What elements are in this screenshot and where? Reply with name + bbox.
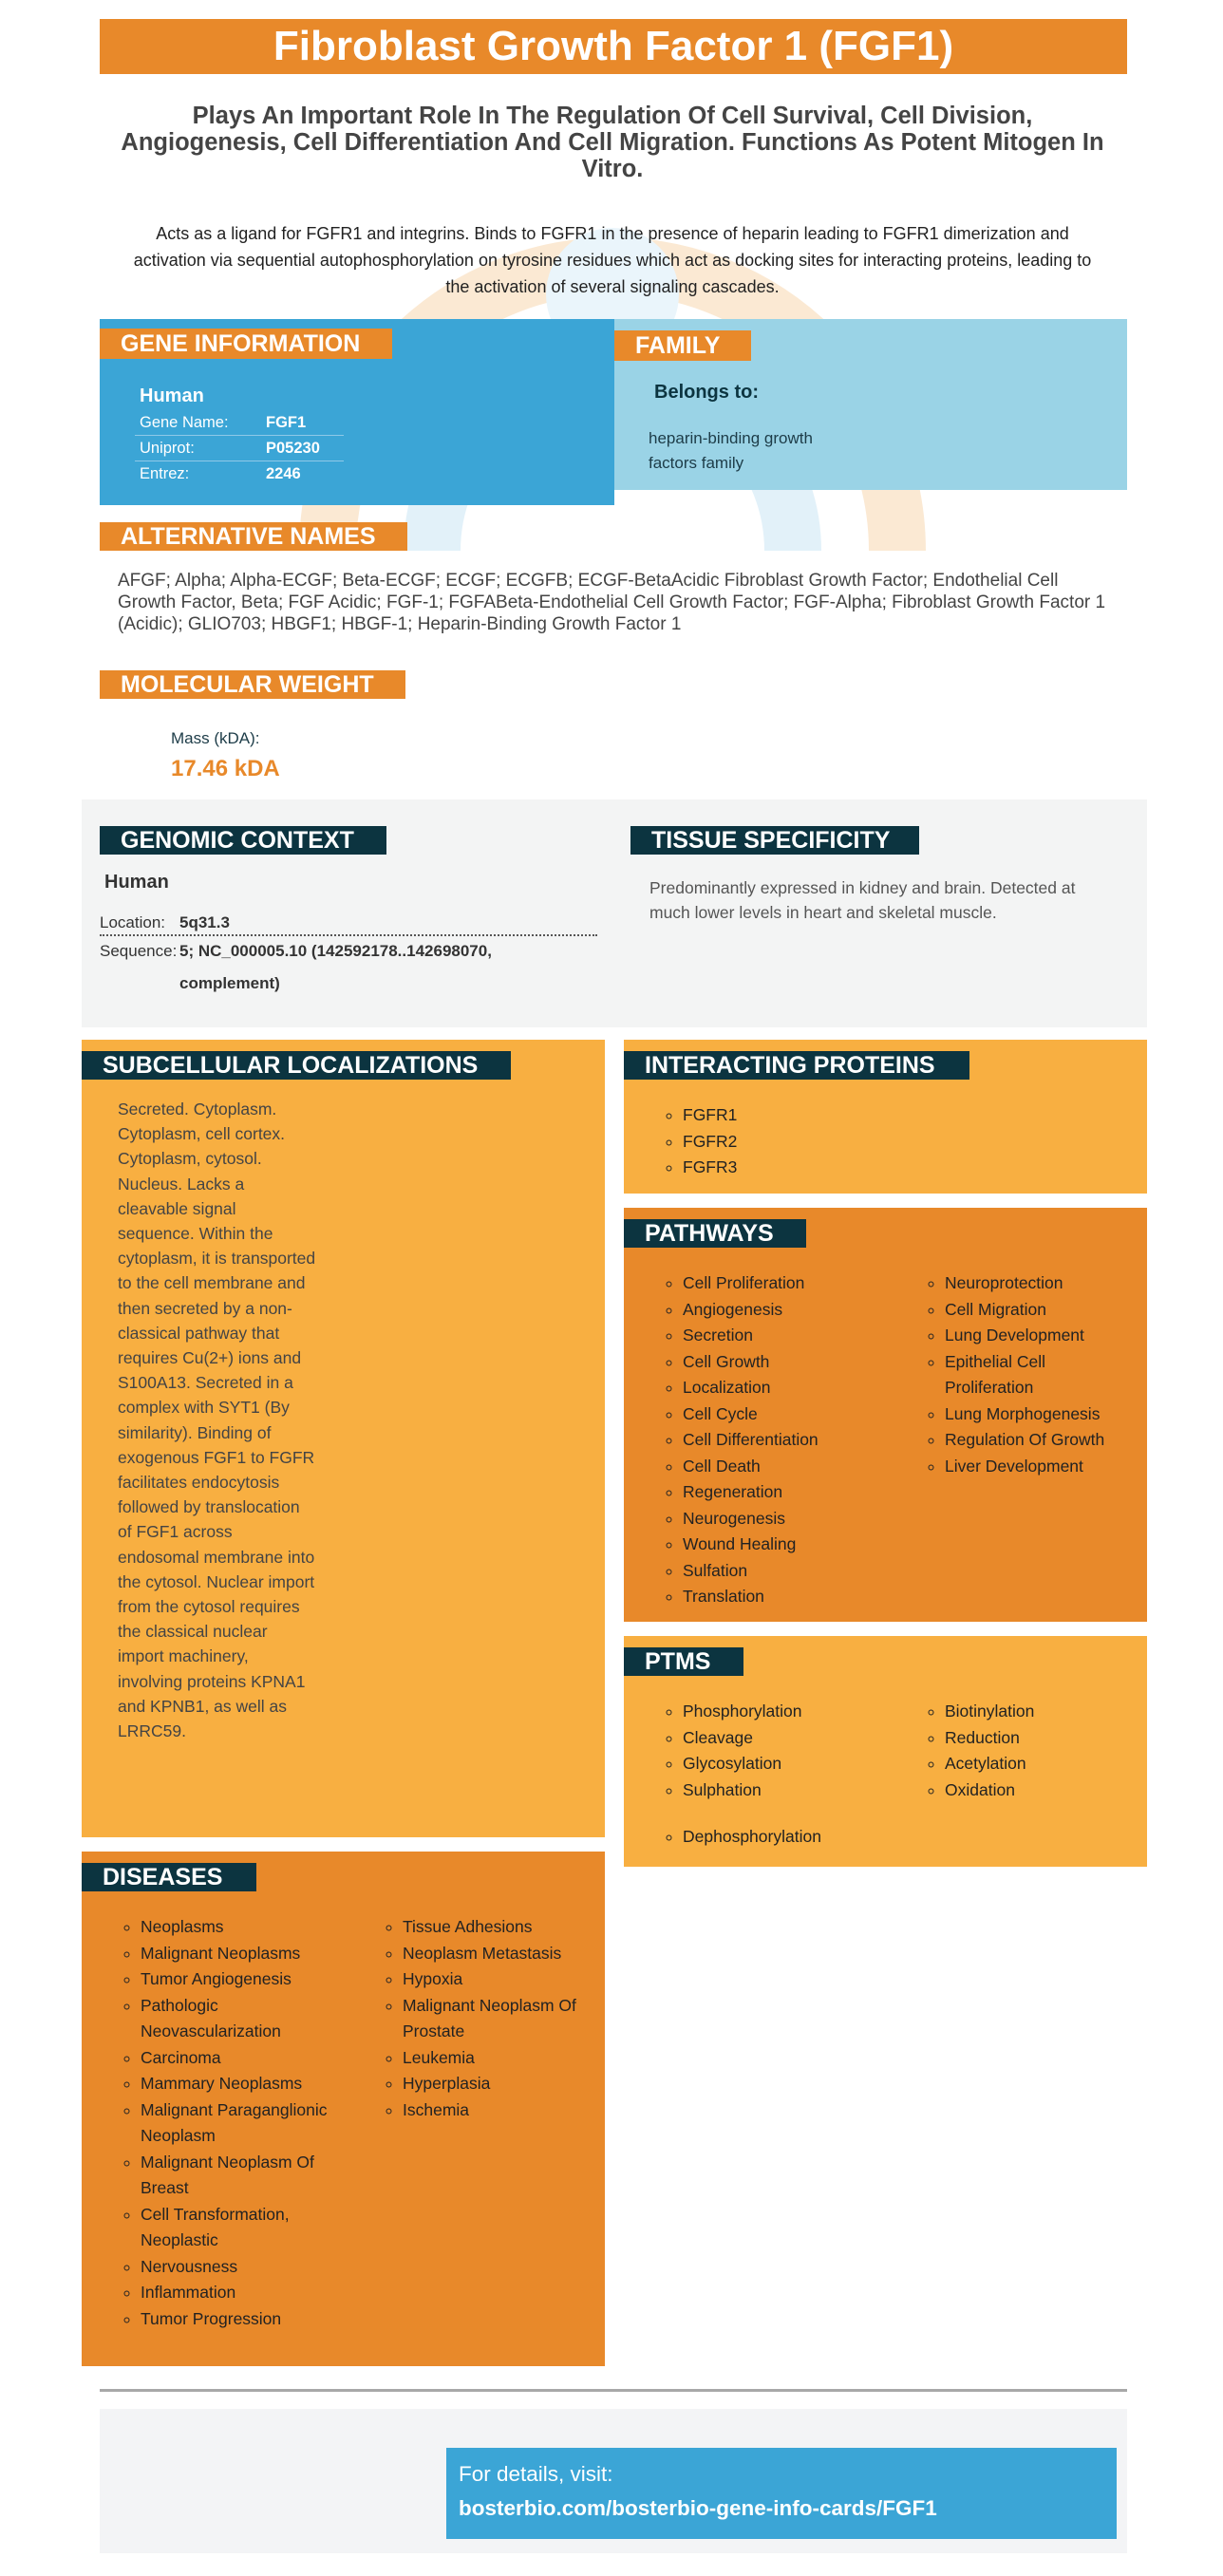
genomic-context-panel (82, 799, 1147, 1027)
diseases-list-col1 (141, 1914, 340, 2332)
subcellular-localizations-heading: SUBCELLULAR LOCALIZATIONS (82, 1051, 511, 1080)
entrez-row (135, 461, 344, 487)
list-item: ◦ Nervousness (141, 2254, 340, 2281)
list-item: ◦ Malignant Neoplasm Of Prostate (403, 1993, 593, 2045)
list-item: ◦ Hyperplasia (403, 2071, 593, 2097)
list-item: ◦ Carcinoma (141, 2045, 340, 2072)
list-item: ◦ Cell Death (683, 1454, 901, 1480)
diseases-panel (82, 1852, 605, 2366)
uniprot-label: Uniprot: (140, 440, 195, 457)
alternative-names-heading: ALTERNATIVE NAMES (100, 522, 407, 551)
list-item: ◦ Mammary Neoplasms (141, 2071, 340, 2097)
family-value-line1: heparin-binding growth (649, 429, 813, 447)
family-belongs-label: Belongs to: (654, 382, 759, 403)
ptms-panel (624, 1636, 1147, 1867)
list-item: ◦ Epithelial Cell Proliferation (945, 1349, 1135, 1401)
tissue-specificity-heading: TISSUE SPECIFICITY (630, 826, 919, 855)
gene-organism: Human (140, 385, 204, 406)
interacting-proteins-panel (624, 1040, 1147, 1194)
list-item: ◦ Cell Transformation, Neoplastic (141, 2202, 340, 2254)
list-item: ◦ Reduction (945, 1725, 1135, 1752)
ptms-heading: PTMS (624, 1647, 743, 1676)
list-item: ◦ Wound Healing (683, 1532, 901, 1558)
ptms-list-col1 (683, 1699, 901, 1803)
list-item: ◦ Regulation Of Growth (945, 1427, 1135, 1454)
genomic-location-row (100, 910, 597, 936)
list-item: ◦ Cell Differentiation (683, 1427, 901, 1454)
list-item: ◦ Neuroprotection (945, 1270, 1135, 1297)
list-item: ◦ Translation (683, 1584, 901, 1610)
location-label: Location: (100, 913, 165, 931)
alternative-names-text: AFGF; Alpha; Alpha-ECGF; Beta-ECGF; ECGF; ECGFB; ECGF-BetaAcidic Fibroblast Growth Factor; Endothelial Cell Growth Factor, Beta; FGF Acidic; FGF-1; FGFABeta-Endothelial Cell Growth Factor; FGF-Alpha; Fibroblast Growth Factor 1 (Acidic); GLIO703; HBGF1; HBGF-1; Heparin-Binding Growth Factor 1 (118, 571, 1106, 634)
list-item: ◦ Pathologic Neovascularization (141, 1993, 340, 2045)
ptms-list-extra (683, 1824, 901, 1851)
genomic-organism: Human (104, 872, 169, 893)
list-item: ◦ Malignant Neoplasms (141, 1941, 340, 1967)
list-item: ◦ Cell Cycle (683, 1401, 901, 1428)
pathways-heading: PATHWAYS (624, 1219, 806, 1248)
sequence-label: Sequence: (100, 942, 178, 960)
list-item: ◦ Neoplasm Metastasis (403, 1941, 593, 1967)
sequence-value-line2: complement) (179, 974, 280, 992)
subcellular-localizations-text: Secreted. Cytoplasm. Cytoplasm, cell cortex. Cytoplasm, cytosol. Nucleus. Lacks a cleavable signal sequence. Within the cytoplasm, it is transported to the cell membrane and then secreted by a non-classical pathway that requires Cu(2+) ions and S100A13. Secreted in a complex with SYT1 (By similarity). Binding of exogenous FGF1 to FGFR facilitates endocytosis followed by translocation of FGF1 across endosomal membrane into the cytosol. Nuclear import from the cytosol requires the classical nuclear import machinery, involving proteins KPNA1 and KPNB1, as well as LRRC59. (118, 1100, 316, 1741)
list-item: ◦ Ischemia (403, 2097, 593, 2124)
gene-summary: Acts as a ligand for FGFR1 and integrins. Binds to FGFR1 in the presence of heparin leading to FGFR1 dimerization and activation via sequential autophosphorylation on tyrosine residues which act as docking sites for interacting proteins, leading to the activation of several signaling cascades. (133, 224, 1092, 296)
mass-value: 17.46 kDA (171, 756, 280, 781)
list-item: ◦ Lung Morphogenesis (945, 1401, 1135, 1428)
pathways-panel (624, 1208, 1147, 1622)
list-item: ◦ Regeneration (683, 1479, 901, 1506)
tissue-specificity-text: Predominantly expressed in kidney and brain. Detected at much lower levels in heart and skeletal muscle. (649, 878, 1076, 922)
page-title: Fibroblast Growth Factor 1 (FGF1) (100, 19, 1127, 74)
list-item: ◦ Tumor Progression (141, 2306, 340, 2333)
gene-name-value: FGF1 (266, 414, 307, 431)
uniprot-row (135, 436, 344, 461)
details-link[interactable]: bosterbio.com/bosterbio-gene-info-cards/FGF1 (459, 2496, 937, 2520)
interacting-proteins-list (683, 1102, 737, 1181)
uniprot-value: P05230 (266, 440, 320, 457)
ptms-list-col2 (945, 1699, 1135, 1803)
mass-label: Mass (kDA): (171, 729, 260, 747)
list-item: ◦ Tumor Angiogenesis (141, 1966, 340, 1993)
list-item: ◦ Oxidation (945, 1777, 1135, 1804)
list-item: ◦ Sulphation (683, 1777, 901, 1804)
list-item: ◦ Dephosphorylation (683, 1824, 901, 1851)
entrez-value: 2246 (266, 465, 301, 482)
pathways-list-col1 (683, 1270, 901, 1610)
list-item: ◦ Liver Development (945, 1454, 1135, 1480)
list-item: ◦ Phosphorylation (683, 1699, 901, 1725)
list-item: ◦ Inflammation (141, 2280, 340, 2306)
diseases-list-col2 (403, 1914, 593, 2123)
family-heading: FAMILY (614, 330, 751, 361)
details-label: For details, visit: (459, 2462, 613, 2486)
footer-divider (100, 2389, 1127, 2392)
gene-function-subtitle: Plays An Important Role In The Regulation Of Cell Survival, Cell Division, Angiogenesis, Cell Differentiation And Cell Migration. Functions As Potent Mitogen In Vitro. (121, 103, 1104, 182)
entrez-label: Entrez: (140, 465, 190, 482)
list-item: ◦ Acetylation (945, 1751, 1135, 1777)
family-value-line2: factors family (649, 454, 744, 472)
list-item: ◦ Localization (683, 1375, 901, 1401)
list-item: ◦ Glycosylation (683, 1751, 901, 1777)
list-item: ◦ Malignant Neoplasm Of Breast (141, 2150, 340, 2202)
list-item: ◦ Secretion (683, 1323, 901, 1349)
list-item: ◦ Neoplasms (141, 1914, 340, 1941)
family-panel (614, 319, 1127, 490)
location-value: 5q31.3 (179, 913, 230, 931)
list-item: ◦ FGFR1 (683, 1102, 737, 1129)
list-item: ◦ Neurogenesis (683, 1506, 901, 1532)
list-item: ◦ Biotinylation (945, 1699, 1135, 1725)
gene-information-heading: GENE INFORMATION (100, 329, 392, 359)
list-item: ◦ Cell Growth (683, 1349, 901, 1376)
list-item: ◦ Malignant Paraganglionic Neoplasm (141, 2097, 340, 2150)
subcellular-localizations-panel (82, 1040, 605, 1837)
list-item: ◦ Sulfation (683, 1558, 901, 1585)
pathways-list-col2 (945, 1270, 1135, 1479)
list-item: ◦ Lung Development (945, 1323, 1135, 1349)
gene-information-panel (100, 319, 614, 505)
details-link-box[interactable] (446, 2448, 1117, 2539)
diseases-heading: DISEASES (82, 1863, 256, 1891)
sequence-value-line1: 5; NC_000005.10 (142592178..142698070, (179, 942, 492, 960)
gene-name-row (135, 410, 344, 436)
list-item: ◦ Angiogenesis (683, 1297, 901, 1324)
molecular-weight-heading: MOLECULAR WEIGHT (100, 670, 405, 699)
list-item: ◦ FGFR3 (683, 1155, 737, 1181)
genomic-context-heading: GENOMIC CONTEXT (100, 826, 386, 855)
list-item: ◦ Cleavage (683, 1725, 901, 1752)
list-item: ◦ Cell Proliferation (683, 1270, 901, 1297)
list-item: ◦ Cell Migration (945, 1297, 1135, 1324)
list-item: ◦ Tissue Adhesions (403, 1914, 593, 1941)
list-item: ◦ Hypoxia (403, 1966, 593, 1993)
list-item: ◦ Leukemia (403, 2045, 593, 2072)
gene-name-label: Gene Name: (140, 414, 229, 431)
interacting-proteins-heading: INTERACTING PROTEINS (624, 1051, 969, 1080)
list-item: ◦ FGFR2 (683, 1129, 737, 1156)
